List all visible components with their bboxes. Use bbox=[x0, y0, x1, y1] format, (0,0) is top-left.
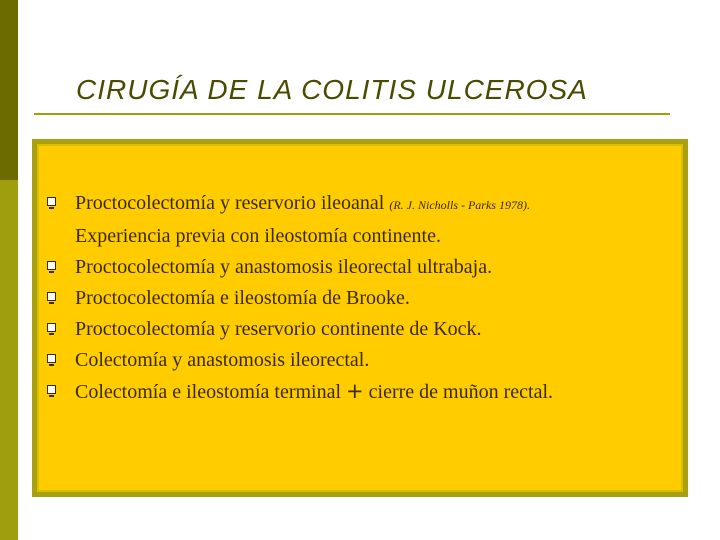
checkbox-square-icon bbox=[47, 261, 56, 270]
list-item bbox=[45, 252, 685, 283]
bullet-text: Proctocolectomía y reservorio continente de Kock. bbox=[75, 318, 482, 340]
checkbox-square-icon bbox=[47, 354, 56, 363]
checkbox-square-icon bbox=[47, 323, 56, 332]
list-item bbox=[45, 283, 685, 314]
citation-reference: (R. J. Nicholls - Parks 1978). bbox=[389, 198, 530, 212]
bullet-continuation-text: Experiencia previa con ileostomía continente. bbox=[75, 225, 441, 247]
checkbox-square-icon bbox=[47, 292, 56, 301]
bullet-text-after: cierre de muñon rectal. bbox=[363, 381, 554, 403]
bullet-list bbox=[45, 188, 685, 408]
list-item bbox=[45, 314, 685, 345]
checkbox-square-icon bbox=[47, 385, 56, 394]
slide-title: CIRUGÍA DE LA COLITIS ULCEROSA bbox=[76, 74, 588, 105]
title-underline-divider bbox=[34, 113, 670, 115]
bullet-text: Colectomía y anastomosis ileorectal. bbox=[75, 349, 370, 371]
bullet-text: Proctocolectomía y reservorio ileoanal bbox=[75, 192, 390, 214]
checkbox-square-icon bbox=[47, 197, 56, 206]
plus-symbol: + bbox=[346, 379, 364, 403]
bullet-text: Proctocolectomía e ileostomía de Brooke. bbox=[75, 287, 410, 309]
list-item bbox=[45, 345, 685, 376]
bullet-text: Proctocolectomía y anastomosis ileorectal ultrabaja. bbox=[75, 256, 493, 278]
bullet-text: Colectomía e ileostomía terminal bbox=[75, 381, 347, 403]
list-item bbox=[45, 188, 685, 252]
sidebar-accent-top bbox=[0, 0, 18, 180]
list-item bbox=[45, 376, 685, 408]
sidebar-accent-bottom bbox=[0, 180, 18, 540]
